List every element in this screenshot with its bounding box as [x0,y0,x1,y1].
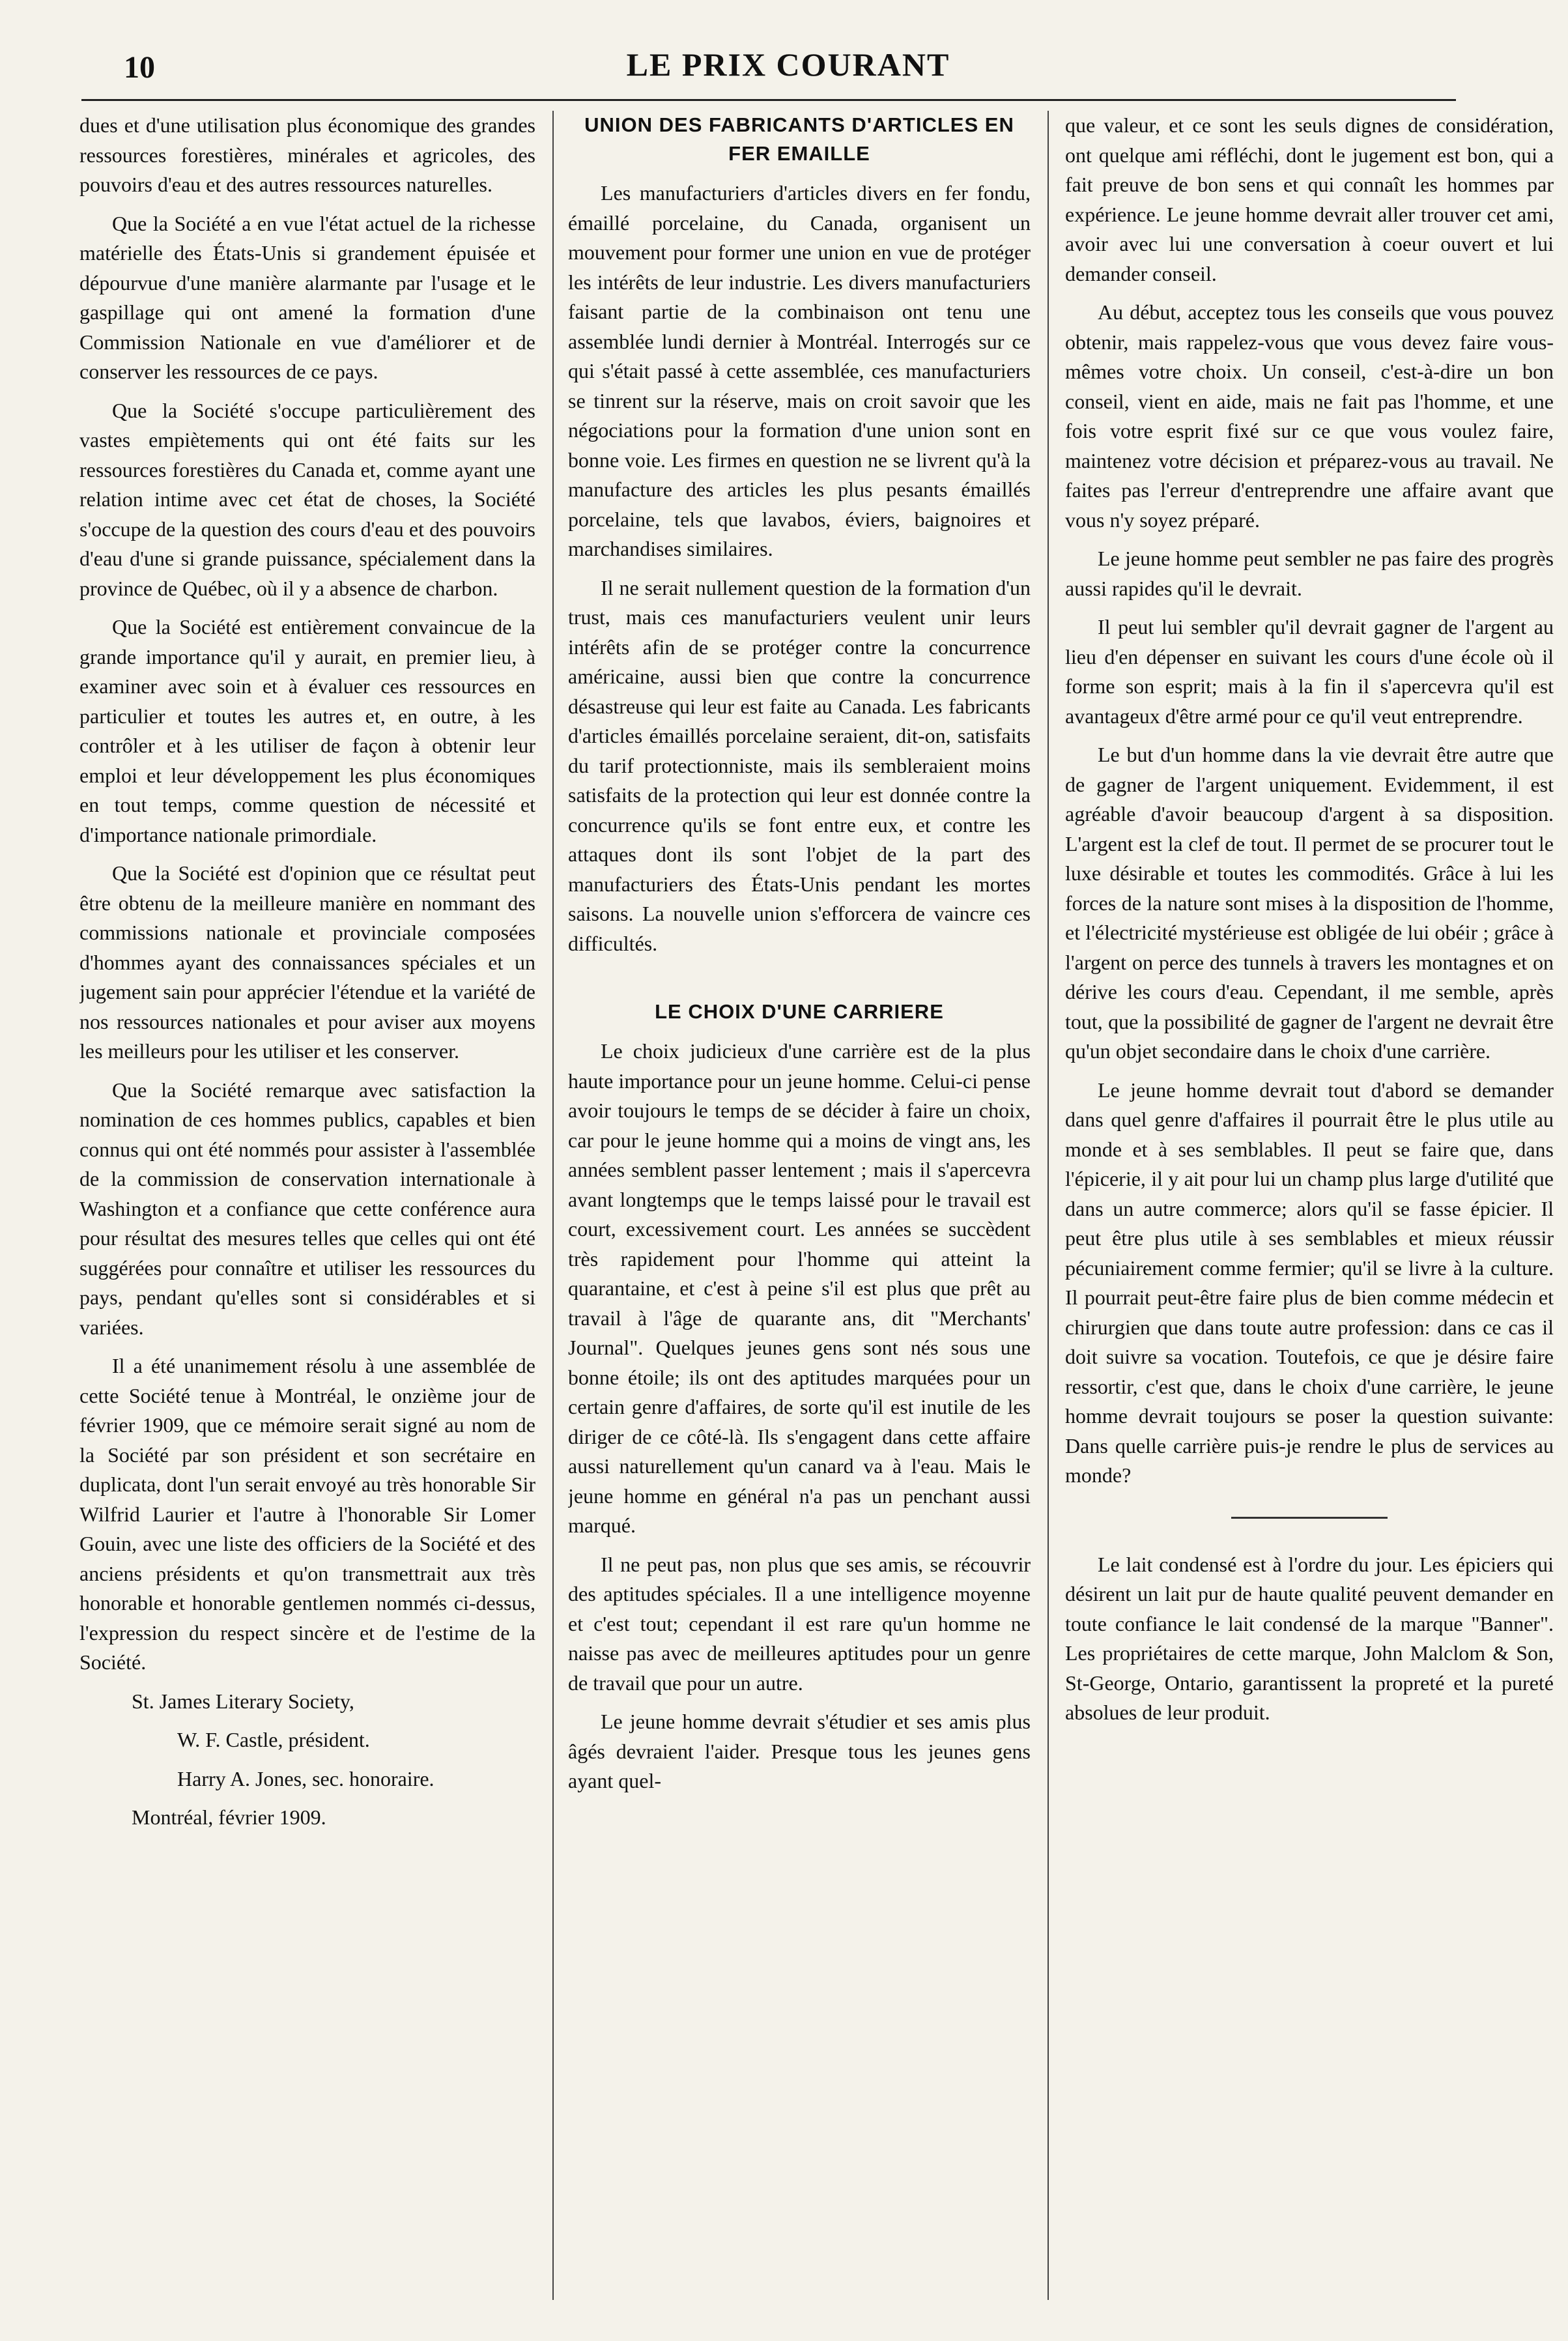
column-divider-1 [552,111,554,2300]
article-paragraph: Il ne serait nullement question de la formation d'un trust, mais ces manufacturiers veulent unir leurs intérêts afin de se protéger contre la concurrence américaine, aussi bien que contre la concurrence désastreuse qui leur est faite au Canada. Les fabricants d'articles émaillés porcelaine seraient, dit-on, satisfaits du tarif protectionniste, mais ils sembleraient moins satisfaits de la protection qui leur est donnée contre la concurrence qu'ils se font entre eux, et contre les attaques dont ils sont l'objet de la part des manufacturiers des États-Unis pendant les mortes saisons. La nouvelle union s'efforcera de vaincre ces difficultés. [568,575,1031,955]
section-divider [1231,1517,1388,1519]
article-paragraph: dues et d'une utilisation plus économique des grandes ressources forestières, minérales et agricoles, des pouvoirs d'eau et des autres ressources naturelles. [79,113,535,196]
column-3 [1065,111,1554,2319]
header-rule [81,99,1456,101]
article-paragraph: Il ne peut pas, non plus que ses amis, se récouvrir des aptitudes spéciales. Il a une intelligence moyenne et c'est tout; cependant il est rare qu'un homme ne naisse pas avec de meilleures aptitudes pour un genre de travail que pour un autre. [568,1552,1031,1695]
page-number: 10 [124,50,155,85]
article-paragraph: Le jeune homme devrait tout d'abord se demander dans quel genre d'affaires il pourrait être le plus utile au monde et à ses semblables. Il peut se faire que, dans l'épicerie, il y ait pour lui un champ plus large d'utilité que dans un autre commerce; alors qu'il se fasse épicier. Il peut être plus utile à ses semblables et mieux réussir pécuniairement comme fermier; qu'il se livre à la culture. Il pourrait peut-être faire plus de bien comme médecin et chirurgien que dans toute autre profession: dans ce cas il doit suivre sa vocation. Toutefois, ce que je désire faire ressortir, c'est que, dans le choix d'une carrière, le jeune homme devrait toujours se poser la question suivante: Dans quelle carrière puis-je rendre le plus de services au monde? [1065,1078,1554,1487]
article-paragraph: Le choix judicieux d'une carrière est de la plus haute importance pour un jeune homme. Celui-ci pense avoir toujours le temps de se décider à faire un choix, car pour le jeune homme qui a moins de vingt ans, les années semblent passer lentement ; mais il s'apercevra avant longtemps que le temps laissé pour le travail est court, excessivement court. Les années se succèdent très rapidement pour l'homme qui atteint la quarantaine, et c'est à peine s'il est plus que prêt au travail à l'âge de quarante ans, dit "Merchants' Journal". Quelques jeunes gens sont nés sous une bonne étoile; ils ont des aptitudes marquées pour un certain genre d'affaires, de sorte qu'il est inutile de les diriger de ce côté-là. Ils s'engagent dans cette affaire aussi naturellement qu'un canard va à l'eau. Mais le jeune homme en général n'a pas un penchant aussi marqué. [568,1039,1031,1537]
article-paragraph: Que la Société est d'opinion que ce résultat peut être obtenu de la meilleure manière en nommant des commissions nationale et provinciale composées d'hommes ayant des connaissances spéciales et un jugement sain pour apprécier l'étendue et la variété de nos ressources nationales et pour aviser aux moyens les meilleurs pour les utiliser et les conserver. [79,861,535,1063]
column-divider-2 [1048,111,1049,2300]
article-paragraph: Que la Société s'occupe particulièrement des vastes empiètements qui ont été faits sur les ressources forestières du Canada et, comme ayant une relation intime avec cet état de choses, la Société s'occupe de la question des cours d'eau et des pouvoirs d'eau d'une si grande puissance, spécialement dans la province de Québec, où il y a absence de charbon. [79,398,535,600]
article-paragraph: Le jeune homme peut sembler ne pas faire des progrès aussi rapides qu'il le devrait. [1065,547,1554,600]
article-heading-carriere: LE CHOIX D'UNE CARRIERE [655,1000,944,1023]
article-paragraph: Le but d'un homme dans la vie devrait être autre que de gagner de l'argent uniquement. Evidemment, il est agréable d'avoir beaucoup d'argent à sa disposition. L'argent est la clef de tout. Il permet de se procurer tout le luxe désirable et toutes les commodités. Grâce à lui les forces de la nature sont mises à la disposition de l'homme, et l'électricité mystérieuse est obligée de lui obéir ; grâce à l'argent on perce des tunnels à travers les montagnes et on dérive les cours d'eau. Cependant, il me semble, après tout, que la possibilité de gagner de l'argent ne devrait être qu'un objet secondaire dans le choix d'une carrière. [1065,743,1554,1063]
signature-place-date: Montréal, février 1909. [132,1805,326,1829]
column-1 [79,111,535,2319]
column-2 [568,111,1031,2319]
article-paragraph: Le jeune homme devrait s'étudier et ses amis plus âgés devraient l'aider. Presque tous les jeunes gens ayant quel- [568,1710,1031,1792]
article-paragraph: Il peut lui sembler qu'il devrait gagner de l'argent au lieu d'en dépenser en suivant les cours d'une école où il forme son esprit; mais à la fin il s'apercevra qu'il est avantageux d'être armé pour ce qu'il veut entreprendre. [1065,615,1554,728]
article-paragraph: Que la Société a en vue l'état actuel de la richesse matérielle des États-Unis si grandement épuisée et dépourvue d'une manière alarmante par l'usage et le gaspillage qui ont amené la formation d'une Commission Nationale en vue d'améliorer et de conserver les ressources de ce pays. [79,211,535,383]
article-heading-union: UNION DES FABRICANTS D'ARTICLES EN FER EMAILLE [584,113,1014,165]
signature-president: W. F. Castle, président. [177,1728,370,1751]
article-paragraph: Au début, acceptez tous les conseils que vous pouvez obtenir, mais rappelez-vous que vous devez faire vous-mêmes votre choix. Un conseil, c'est-à-dire un bon conseil, vient en aide, mais ne fait pas l'homme, et une fois votre esprit fixé sur ce que vous voulez faire, maintenez votre décision et préparez-vous au travail. Ne faites pas l'erreur d'entreprendre une affaire avant que vous n'y soyez préparé. [1065,300,1554,532]
article-paragraph: que valeur, et ce sont les seuls dignes de considération, ont quelque ami réfléchi, dont le jugement est bon, qui a fait preuve de bon sens et qui connaît les hommes par expérience. Le jeune homme devrait aller trouver cet ami, avoir avec lui une conversation à coeur ouvert et lui demander conseil. [1065,113,1554,285]
newspaper-title: LE PRIX COURANT [626,46,950,83]
article-paragraph: Il a été unanimement résolu à une assemblée de cette Société tenue à Montréal, le onzième jour de février 1909, que ce mémoire serait signé au nom de la Société par son président et son secrétaire en duplicata, dont l'un serait envoyé au très honorable Sir Wilfrid Laurier et l'autre à l'honorable Sir Lomer Gouin, avec une liste des officiers de la Société et des anciens présidents et qu'on transmettrait aux très honorable et honorable gentlemen nommés ci-dessus, l'expression du respect sincère et de l'estime de la Société. [79,1354,535,1674]
signature-secretary: Harry A. Jones, sec. honoraire. [177,1766,435,1790]
article-paragraph: Que la Société remarque avec satisfaction la nomination de ces hommes publics, capables et bien connus qui ont été nommés pour assister à l'assemblée de la commission de conservation internationale à Washington et a confiance que cette conférence aura pour résultat des mesures telles que celles qui ont été suggérées pour connaître et utiliser les ressources du pays, pendant qu'elles sont si considérables et si variées. [79,1078,535,1339]
article-paragraph: Que la Société est entièrement convaincue de la grande importance qu'il y aurait, en premier lieu, à examiner avec soin et à évaluer ces ressources en particulier et toutes les autres et, en outre, à les contrôler et à les utiliser de façon à obtenir leur emploi et leur développement les plus économiques en tout temps, comme question de nécessité et d'importance nationale primordiale. [79,615,535,846]
page-header [124,46,1453,91]
advertisement-paragraph: Le lait condensé est à l'ordre du jour. Les épiciers qui désirent un lait pur de haute qualité peuvent demander en toute confiance le lait condensé de la marque "Banner". Les propriétaires de cette marque, John Malclom & Son, St-George, Ontario, garantissent la propreté et la pureté absolues de leur produit. [1065,1552,1554,1724]
article-paragraph: Les manufacturiers d'articles divers en fer fondu, émaillé porcelaine, du Canada, organisent un mouvement pour former une union en vue de protéger les intérêts de leur industrie. Les divers manufacturiers faisant partie de la combinaison ont tenu une assemblée lundi dernier à Montréal. Interrogés sur ce qui s'était passé à cette assemblée, ces manufacturiers se tinrent sur la réserve, mais on croit savoir que les négociations pour la formation d'une union sont en bonne voie. Les firmes en question ne se livrent qu'à la manufacture des articles les plus pesants émaillés porcelaine, tels que lavabos, éviers, baignoires et marchandises similaires. [568,181,1031,560]
signature-society: St. James Literary Society, [132,1689,354,1713]
